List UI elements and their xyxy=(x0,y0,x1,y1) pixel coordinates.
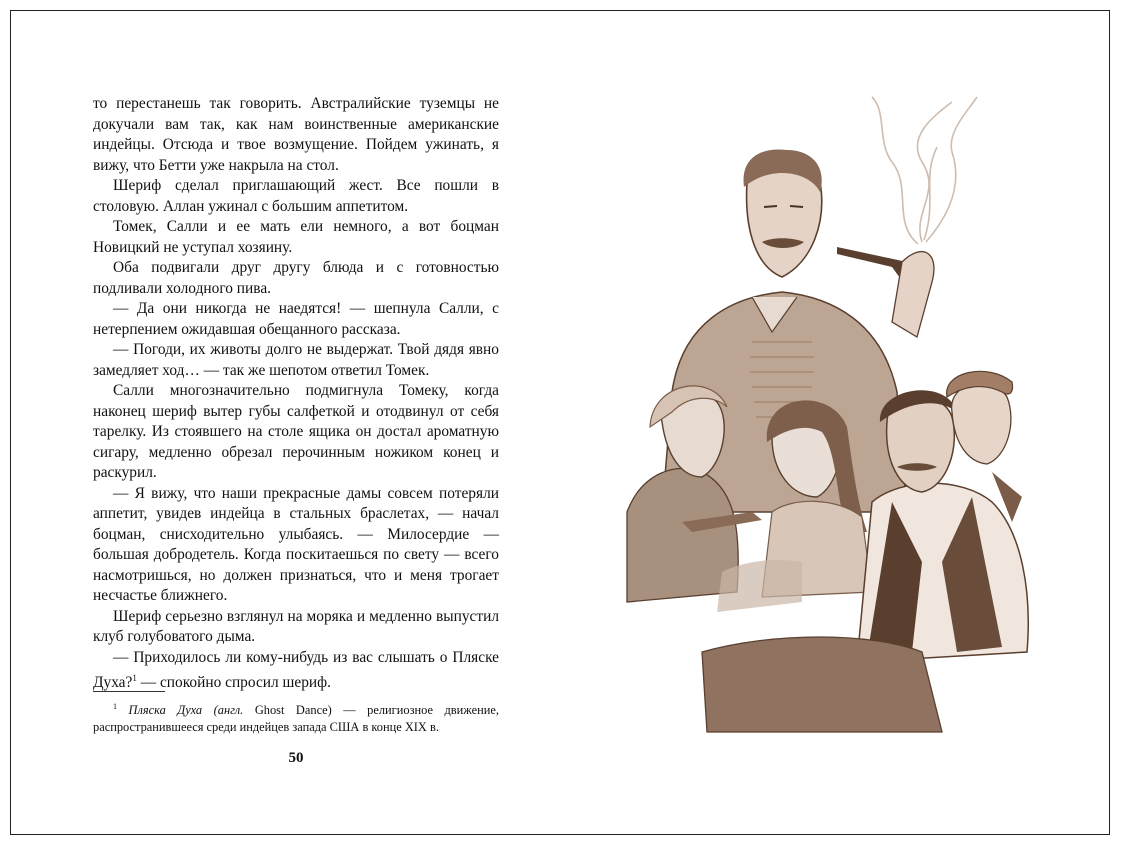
paragraph-10-tail: — спокойно спросил шериф. xyxy=(136,674,331,692)
seated-boy xyxy=(627,386,738,602)
paragraph-10 xyxy=(93,648,499,694)
paragraph-1: то перестанешь так говорить. Австралийские туземцы не докучали вам так, как нам воинственные американские индейцы. Отсюда и твое возмущение. Пойдем ужинать, я вижу, что Бетти уже накрыла на стол. xyxy=(93,95,499,174)
footnote-ref[interactable]: 1 xyxy=(132,673,137,683)
paragraph-10-text: — Приходилось ли кому-нибудь из вас слышать о Пляске Духа? xyxy=(93,648,499,692)
footnote-definition: — религиозное движение, распространившееся среди индейцев запада США в конце XIX в. xyxy=(93,703,499,735)
paragraph-4: Оба подвигали друг другу блюда и с готовностью подливали холодного пива. xyxy=(93,259,499,297)
paragraph-6: — Погоди, их животы долго не выдержат. Твой дядя явно замедляет ход… — так же шепотом ответил Томек. xyxy=(93,341,499,379)
footnote xyxy=(93,698,499,736)
paragraph-3: Томек, Салли и ее мать ели немного, а вот боцман Новицкий не уступал хозяину. xyxy=(93,218,499,256)
sepia-illustration xyxy=(622,92,1042,734)
footnote-lang: (англ. Ghost Dance) xyxy=(213,703,332,718)
footnote-marker: 1 xyxy=(113,702,117,711)
paragraph-5: — Да они никогда не наедятся! — шепнула Салли, с нетерпением ожидавшая обещанного рассказа. xyxy=(93,300,499,338)
pipe-smoke xyxy=(872,97,977,244)
paragraph-9: Шериф серьезно взглянул на моряка и медленно выпустил клуб голубоватого дыма. xyxy=(93,607,499,645)
paragraph-7: Салли многозначительно подмигнула Томеку, когда наконец шериф вытер губы салфеткой и отодвинул от себя тарелку. Из стоявшего на столе ящика он достал ароматную сигару, медленно обрезал перочинным ножиком конец и раскурил. xyxy=(93,382,499,481)
paragraph-8: — Я вижу, что наши прекрасные дамы совсем потеряли аппетит, увидев индейца в стальных браслетах, — начал боцман, снисходительно улыбаясь. — Милосердие — большая добродетель. Когда поскитаешься по свету — всего насмотришься, но должен признаться, что и меня трогает несчастье ближнего. xyxy=(93,484,499,604)
paragraph-2: Шериф сделал приглашающий жест. Все пошли в столовую. Аллан ужинал с большим аппетитом. xyxy=(93,177,499,215)
footnote-divider xyxy=(93,691,165,692)
body-text xyxy=(93,94,499,694)
page-number: 50 xyxy=(288,750,304,766)
footnote-term: Пляска Духа xyxy=(128,703,203,718)
